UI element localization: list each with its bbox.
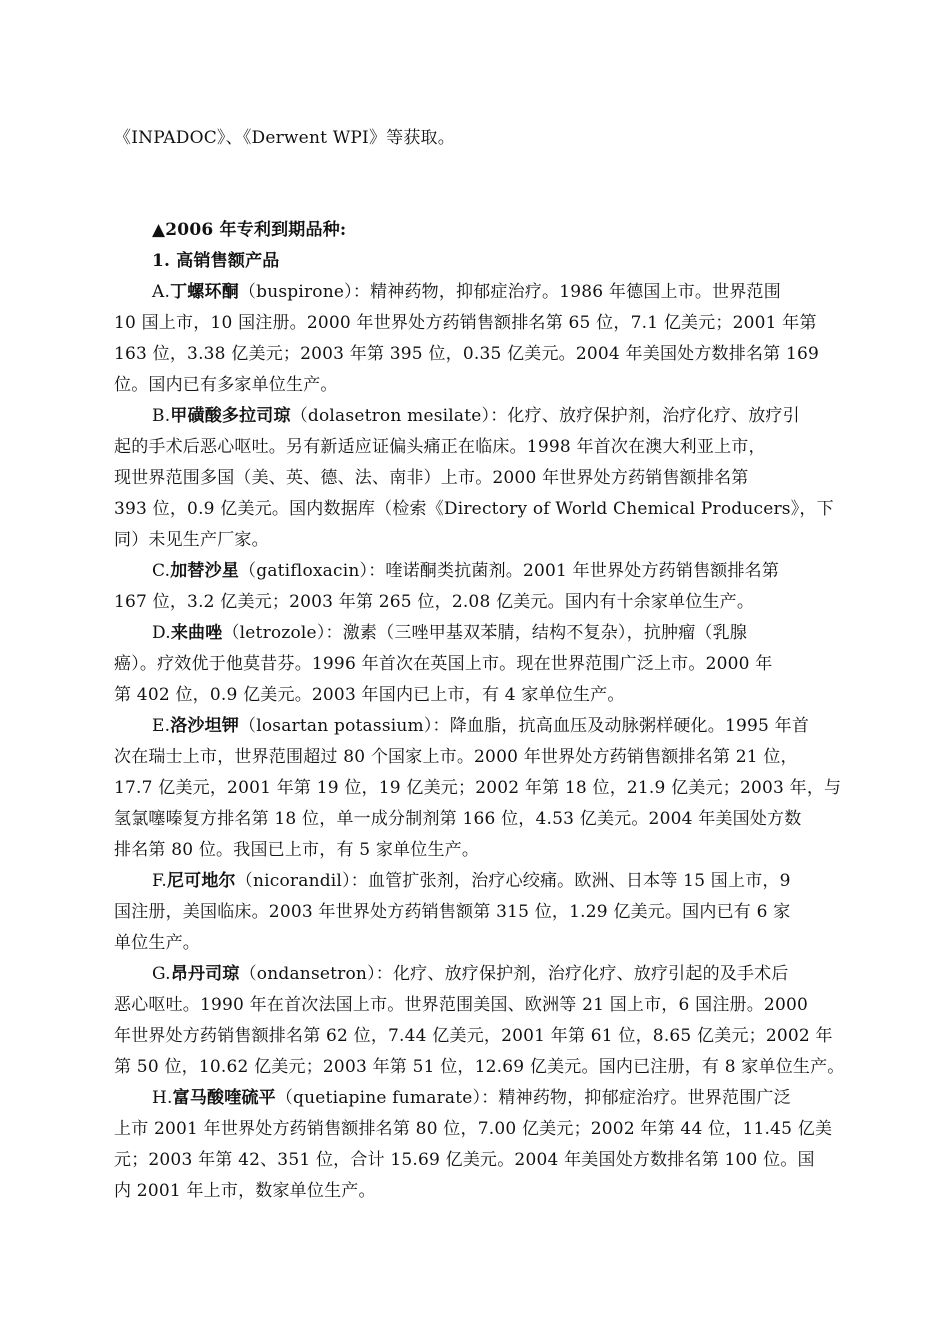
section-title: ▲2006 年专利到期品种: [152, 220, 347, 240]
item-text: （quetiapine fumarate）：精神药物，抑郁症治疗。世界范围广泛 [275, 1088, 791, 1108]
item-prefix: F. [152, 871, 167, 891]
item-f-first-line [152, 871, 844, 891]
item-text: 10 国上市，10 国注册。2000 年世界处方药销售额排名第 65 位，7.1 亿美元；2001 年第 [114, 313, 817, 333]
item-c-first-line [152, 561, 844, 581]
item-prefix: A. [152, 282, 171, 302]
drug-name: 富马酸喹硫平 [172, 1088, 276, 1108]
item-text: 17.7 亿美元，2001 年第 19 位，19 亿美元；2002 年第 18 位，21.9 亿美元；2003 年，与 [114, 778, 842, 798]
item-text: 现世界范围多国（美、英、德、法、南非）上市。2000 年世界处方药销售额排名第 [114, 468, 749, 488]
item-text: 单位生产。 [114, 933, 200, 953]
item-text: （dolasetron mesilate）：化疗、放疗保护剂，治疗化疗、放疗引 [290, 406, 800, 426]
item-g-first-line [152, 964, 844, 984]
item-text: 恶心呕吐。1990 年在首次法国上市。世界范围美国、欧洲等 21 国上市，6 国注册。2000 [114, 995, 808, 1015]
item-text: 年世界处方药销售额排名第 62 位，7.44 亿美元，2001 年第 61 位，8.65 亿美元；2002 年 [114, 1026, 833, 1046]
drug-name: 尼可地尔 [166, 871, 236, 891]
item-text: （buspirone）：精神药物，抑郁症治疗。1986 年德国上市。世界范围 [238, 282, 781, 302]
item-text: 次在瑞士上市，世界范围超过 80 个国家上市。2000 年世界处方药销售额排名第 21 位， [114, 747, 798, 767]
item-text: （ondansetron）：化疗、放疗保护剂，治疗化疗、放疗引起的及手术后 [239, 964, 789, 984]
item-text: 同）未见生产厂家。 [114, 530, 269, 550]
drug-name: 加替沙星 [170, 561, 240, 581]
item-text: （losartan potassium）：降血脂，抗高血压及动脉粥样硬化。1995 年首 [239, 716, 810, 736]
drug-name: 丁螺环酮 [170, 282, 239, 302]
item-a-first-line [152, 282, 844, 302]
item-b-first-line [152, 406, 844, 426]
item-h-first-line [152, 1088, 844, 1108]
item-text: （letrozole）：激素（三唑甲基双苯腈，结构不复杂），抗肿瘤（乳腺 [222, 623, 748, 643]
drug-name: 洛沙坦钾 [170, 716, 240, 736]
drug-name: 甲磺酸多拉司琼 [170, 406, 291, 426]
item-text: 起的手术后恶心呕吐。另有新适应证偏头痛正在临床。1998 年首次在澳大利亚上市， [114, 437, 766, 457]
intro-tail-text: 《INPADOC》、《Derwent WPI》等获取。 [114, 128, 455, 148]
item-text: （gatifloxacin）：喹诺酮类抗菌剂。2001 年世界处方药销售额排名第 [239, 561, 780, 581]
item-text: 第 402 位，0.9 亿美元。2003 年国内已上市，有 4 家单位生产。 [114, 685, 625, 705]
item-text: 167 位，3.2 亿美元；2003 年第 265 位，2.08 亿美元。国内有十余家单位生产。 [114, 592, 755, 612]
item-text: 元；2003 年第 42、351 位，合计 15.69 亿美元。2004 年美国处方数排名第 100 位。国 [114, 1150, 815, 1170]
item-prefix: B. [152, 406, 171, 426]
item-prefix: H. [152, 1088, 173, 1108]
item-text: 癌）。疗效优于他莫昔芬。1996 年首次在英国上市。现在世界范围广泛上市。2000 年 [114, 654, 773, 674]
drug-name: 昂丹司琼 [170, 964, 240, 984]
item-prefix: G. [152, 964, 171, 984]
item-text: 国注册，美国临床。2003 年世界处方药销售额第 315 位，1.29 亿美元。国内已有 6 家 [114, 902, 791, 922]
item-text: 氢氯噻嗪复方排名第 18 位，单一成分制剂第 166 位，4.53 亿美元。2004 年美国处方数 [114, 809, 802, 829]
item-text: 上市 2001 年世界处方药销售额排名第 80 位，7.00 亿美元；2002 年第 44 位，11.45 亿美 [114, 1119, 833, 1139]
item-prefix: C. [152, 561, 171, 581]
item-text: 393 位，0.9 亿美元。国内数据库（检索《Directory of World Chemical Producers》，下 [114, 499, 834, 519]
subsection-title: 1. 高销售额产品 [152, 251, 280, 271]
item-prefix: E. [152, 716, 171, 736]
item-text: 位。国内已有多家单位生产。 [114, 375, 338, 395]
item-text: 排名第 80 位。我国已上市，有 5 家单位生产。 [114, 840, 480, 860]
item-prefix: D. [152, 623, 171, 643]
item-e-first-line [152, 716, 844, 736]
item-d-first-line [152, 623, 844, 643]
item-text: 内 2001 年上市，数家单位生产。 [114, 1181, 376, 1201]
item-text: （nicorandil）：血管扩张剂，治疗心绞痛。欧洲、日本等 15 国上市，9 [235, 871, 791, 891]
item-text: 163 位，3.38 亿美元；2003 年第 395 位，0.35 亿美元。2004 年美国处方数排名第 169 [114, 344, 820, 364]
drug-name: 来曲唑 [170, 623, 223, 643]
item-text: 第 50 位，10.62 亿美元；2003 年第 51 位，12.69 亿美元。国内已注册，有 8 家单位生产。 [114, 1057, 845, 1077]
